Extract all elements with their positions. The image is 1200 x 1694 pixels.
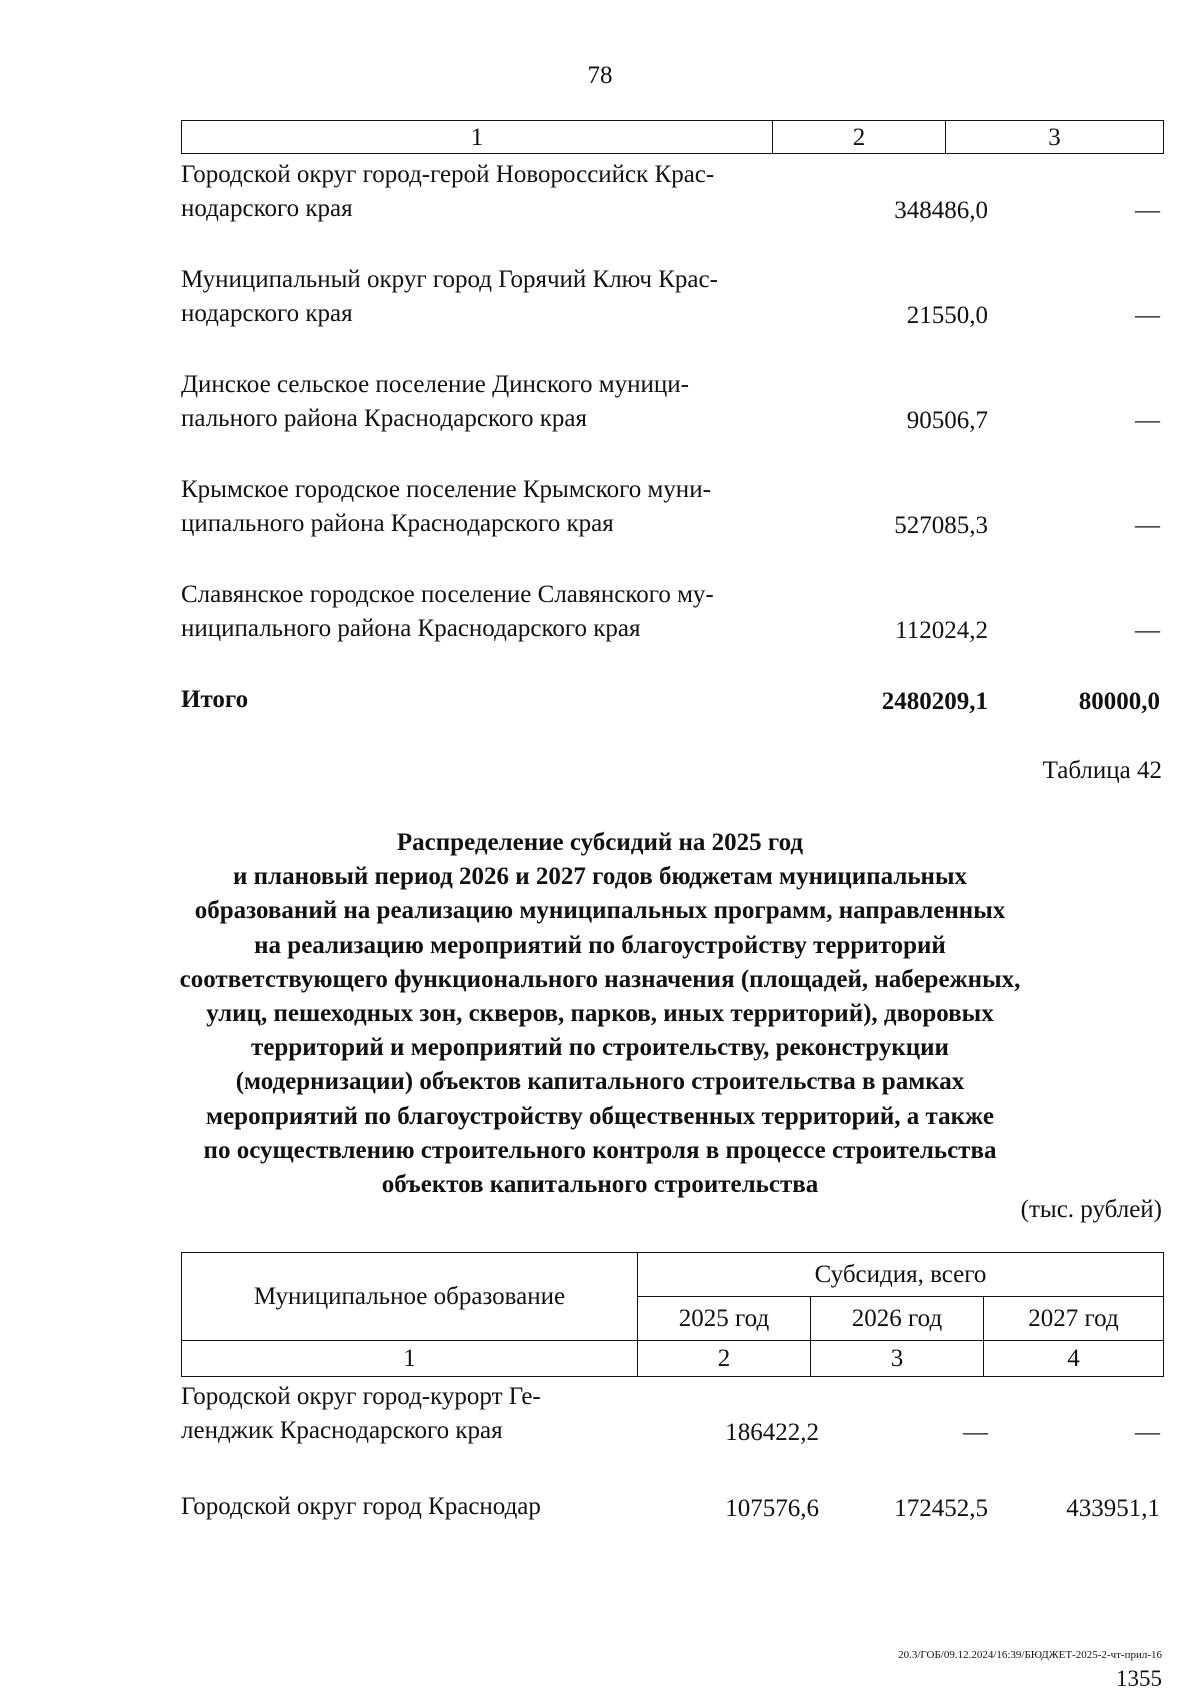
table1-header [181, 120, 1164, 154]
row-value-2: 90506,7 [906, 407, 988, 434]
table2-header [181, 1252, 1164, 1377]
row-name: Динское сельское поселение Динского муници- пального района Краснодарского края [181, 371, 689, 432]
header-num-4: 4 [984, 1341, 1164, 1377]
row-value-3: — [1135, 197, 1160, 224]
document-code: 20.3/ГОБ/09.12.2024/16:39/БЮДЖЕТ-2025-2-чт-прил-16 [898, 1649, 1162, 1661]
row-value-2026: 172452,5 [894, 1495, 988, 1522]
row-value-2026: — [963, 1419, 988, 1446]
row-value-3: — [1135, 512, 1160, 539]
table1-row [181, 368, 1164, 438]
table1-header-col3: 3 [946, 121, 1164, 154]
table2-row [181, 1490, 1164, 1526]
total-label: Итого [181, 686, 249, 713]
header-num-2: 2 [638, 1341, 811, 1377]
header-num-1: 1 [182, 1341, 638, 1377]
row-name: Славянское городское поселение Славянского му- ниципального района Краснодарского края [181, 581, 714, 642]
row-value-2027: — [1135, 1419, 1160, 1446]
row-value-2027: 433951,1 [1066, 1495, 1160, 1522]
table-label: Таблица 42 [1042, 757, 1162, 784]
header-year-2025: 2025 год [638, 1297, 811, 1341]
sheet-number: 1355 [1116, 1666, 1162, 1691]
table1-row [181, 578, 1164, 648]
table-title: Распределение субсидий на 2025 год и плановый период 2026 и 2027 годов бюджетам муниципальных образований на реализацию муниципальных программ, направленных на реализацию мероприятий по благоустройству территорий соответствующего функционального назначения (площадей, набережных, улиц, пешеходных зон, скверов, парков, иных территорий), дворовых территорий и мероприятий по строительству, реконструкции (модернизации) объектов капитального строительства в рамках мероприятий по благоустройству общественных территорий, а также по осуществлению строительного контроля в процессе строительства объектов капитального строительства [179, 829, 1021, 1199]
row-value-2: 21550,0 [906, 302, 988, 329]
table1-header-col2: 2 [773, 121, 946, 154]
row-name: Городской округ город-курорт Ге- ленджик Краснодарского края [181, 1383, 541, 1444]
table2-row [181, 1380, 1164, 1450]
row-name: Муниципальный округ город Горячий Ключ Крас- нодарского края [181, 266, 718, 327]
header-municipality: Муниципальное образование [182, 1253, 638, 1341]
row-value-2025: 186422,2 [725, 1419, 819, 1446]
header-year-2026: 2026 год [811, 1297, 984, 1341]
table1-row [181, 473, 1164, 543]
header-num-3: 3 [811, 1341, 984, 1377]
row-name: Крымское городское поселение Крымского муни- ципального района Краснодарского края [181, 476, 711, 537]
header-year-2027: 2027 год [984, 1297, 1164, 1341]
row-value-2: 348486,0 [894, 197, 988, 224]
row-value-2: 527085,3 [894, 512, 988, 539]
table1-row [181, 158, 1164, 228]
row-value-3: — [1135, 407, 1160, 434]
row-value-2: 112024,2 [895, 617, 988, 644]
row-value-3: — [1135, 617, 1160, 644]
row-name: Городской округ город-герой Новороссийск Крас- нодарского края [181, 161, 715, 222]
total-value-3: 80000,0 [1078, 688, 1160, 715]
table1-row [181, 263, 1164, 333]
table1-total-row [181, 683, 1164, 719]
unit-label: (тыс. рублей) [1020, 1196, 1162, 1223]
row-value-2025: 107576,6 [725, 1495, 819, 1522]
row-value-3: — [1135, 302, 1160, 329]
row-name: Городской округ город Краснодар [181, 1493, 541, 1520]
header-subsidy-total: Субсидия, всего [638, 1253, 1164, 1297]
page-number: 78 [587, 62, 613, 89]
total-value-2: 2480209,1 [881, 688, 988, 715]
table1-header-col1: 1 [182, 121, 773, 154]
